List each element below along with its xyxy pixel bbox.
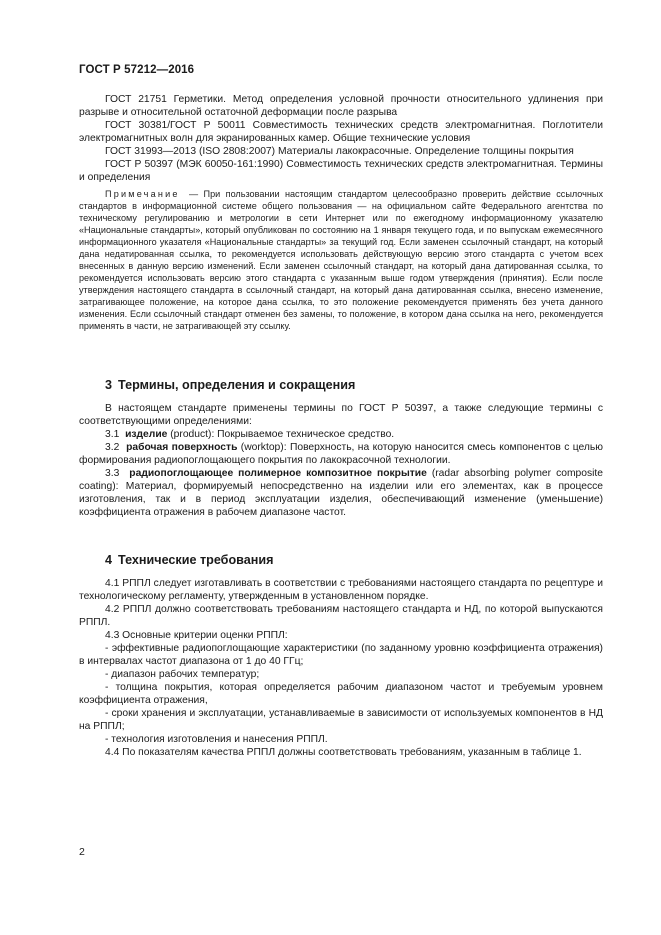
section-heading: 4 Технические требования: [105, 553, 274, 567]
term-definition: 3.1 изделие (product): Покрываемое техническое средство.: [105, 429, 395, 440]
criteria-item: - технология изготовления и нанесения РППЛ.: [105, 734, 328, 745]
page-number: 2: [79, 846, 85, 858]
criteria-item: - эффективные радиопоглощающие характеристики (по заданному уровню коэффициента отражения) в интервалах частот диапазона от 1 до 40 ГГц;: [79, 643, 603, 667]
requirement-paragraph: 4.3 Основные критерии оценки РППЛ:: [105, 630, 288, 641]
normative-references: [79, 93, 603, 184]
reference-item: ГОСТ 31993—2013 (ISO 2808:2007) Материалы лакокрасочные. Определение толщины покрытия: [105, 146, 574, 157]
requirement-paragraph: 4.2 РППЛ должно соответствовать требованиям настоящего стандарта и НД, по которой выпускаются РППЛ.: [79, 604, 603, 628]
term: рабочая поверхность: [126, 442, 238, 453]
requirement-paragraph: 4.1 РППЛ следует изготавливать в соответствии с требованиями настоящего стандарта по рецептуре и технологическому регламенту, утвержденным в установленном порядке.: [79, 578, 603, 602]
note-label: Примечание: [105, 189, 180, 199]
note-block: [79, 188, 603, 332]
criteria-item: - толщина покрытия, которая определяется рабочим диапазоном частот и требуемым уровнем коэффициента отражения,: [79, 682, 603, 706]
section-4: [79, 553, 603, 759]
reference-item: ГОСТ 30381/ГОСТ Р 50011 Совместимость технических средств электромагнитная. Поглотители электромагнитных волн для экранированных камер. Общие технические условия: [79, 120, 603, 144]
section-intro: В настоящем стандарте применены термины по ГОСТ Р 50397, а также следующие термины с соответствующими определениями:: [79, 403, 603, 427]
reference-item: ГОСТ 21751 Герметики. Метод определения условной прочности относительного удлинения при разрыве и относительной остаточной деформации после разрыва: [79, 94, 603, 118]
page-header-standard: ГОСТ Р 57212—2016: [79, 64, 195, 76]
note-text: — При пользовании настоящим стандартом целесообразно проверить действие ссылочных стандартов в информационной системе общего пользования — на официальном сайте Федерального агентства по техническому регулированию и метрологии в сети Интернет или по ежегодному информационному указателю «Национальные стандарты», который опубликован по состоянию на 1 января текущего года, и по выпускам ежемесячного информационного указателя «Национальные стандарты» за текущий год. Если заменен ссылочный стандарт, на который дана недатированная ссылка, то рекомендуется использовать действующую версию этого стандарта с учетом всех внесенных в данную версию изменений. Если заменен ссылочный стандарт, на который дана датированная ссылка, то рекомендуется использовать версию этого стандарта с указанным выше годом утверждения (принятия). Если после утверждения настоящего стандарта в ссылочный стандарт, на который дана датированная ссылка, внесено изменение, затрагивающее положение, на которое дана ссылка, то это положение рекомендуется применять без учета данного изменения. Если ссылочный стандарт отменен без замены, то положение, в котором дана ссылка на него, рекомендуется применять в части, не затрагивающей эту ссылку.: [79, 189, 603, 331]
term-definition: 3.2 рабочая поверхность (worktop): Поверхность, на которую наносится смесь компонентов с целью формирования радиопоглощающего покрытия по лакокрасочной технологии.: [79, 442, 603, 466]
section-3: [79, 378, 603, 519]
term: изделие: [125, 429, 168, 440]
term-definition: 3.3 радиопоглощающее полимерное композитное покрытие (radar absorbing polymer composite coating): Материал, формируемый непосредственно на изделии или его элементах, как в процессе изготовления, так и в период эксплуатации изделия, обеспечивающий изменение (уменьшение) коэффициента отражения в рабочем диапазоне частот.: [79, 468, 603, 518]
reference-item: ГОСТ Р 50397 (МЭК 60050-161:1990) Совместимость технических средств электромагнитная. Термины и определения: [79, 159, 603, 183]
section-heading: 3 Термины, определения и сокращения: [105, 378, 356, 392]
requirement-paragraph: 4.4 По показателям качества РППЛ должны соответствовать требованиям, указанным в таблице 1.: [105, 747, 582, 758]
criteria-item: - сроки хранения и эксплуатации, устанавливаемые в зависимости от используемых компонентов в НД на РППЛ;: [79, 708, 603, 732]
criteria-item: - диапазон рабочих температур;: [105, 669, 260, 680]
term: радиопоглощающее полимерное композитное покрытие: [129, 468, 427, 479]
